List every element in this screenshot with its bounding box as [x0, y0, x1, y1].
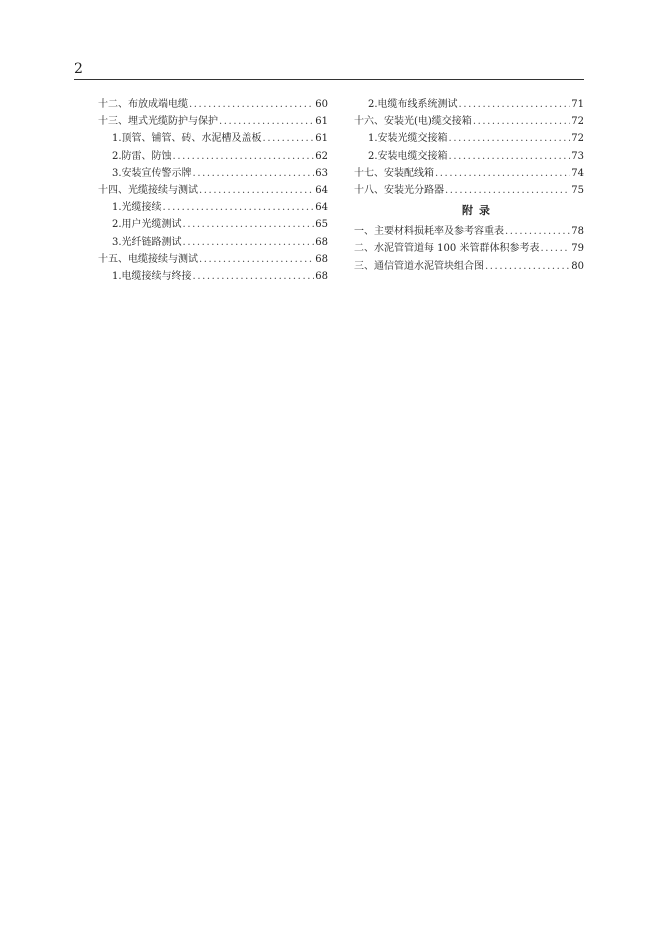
toc-entry-page: 68 — [315, 270, 328, 282]
toc-entry-title: 十六、安装光(电)缆交接箱 — [354, 116, 472, 128]
dot-leader — [219, 113, 314, 130]
dot-leader — [193, 268, 315, 285]
toc-entry — [354, 113, 584, 130]
toc-entry-title: 3.光纤链路测试 — [112, 236, 182, 248]
appendix-list — [354, 223, 584, 275]
toc-entry-page: 64 — [315, 202, 328, 214]
dot-leader — [449, 148, 571, 165]
dot-leader — [445, 182, 570, 199]
toc-entry-title: 2.安装电缆交接箱 — [368, 150, 448, 162]
toc-entry — [98, 199, 328, 216]
toc-entry — [98, 165, 328, 182]
dot-leader — [199, 182, 314, 199]
toc-entry-page: 68 — [315, 236, 328, 248]
toc-entry-page: 62 — [315, 150, 328, 162]
toc-entry — [354, 182, 584, 199]
dot-leader — [473, 113, 570, 130]
page-number: 2 — [74, 61, 83, 77]
toc-entry — [98, 130, 328, 147]
toc-entry-page: 63 — [315, 167, 328, 179]
dot-leader — [183, 234, 315, 251]
dot-leader — [193, 165, 315, 182]
toc-entry-page: 72 — [571, 133, 584, 145]
toc-entry-title: 2.防雷、防蚀 — [112, 150, 172, 162]
dot-leader — [540, 240, 570, 257]
toc-entry-title: 1.电缆接续与终接 — [112, 270, 192, 282]
header-rule — [74, 79, 584, 80]
toc-entry-title: 2.电缆布线系统测试 — [368, 99, 458, 110]
toc-entry-page: 61 — [315, 133, 328, 145]
dot-leader — [449, 130, 571, 147]
toc-entry-title: 二、水泥管管道每 100 米管群体积参考表 — [354, 243, 540, 255]
toc-entry-page: 78 — [571, 226, 584, 238]
toc-entry — [354, 258, 584, 275]
toc-entry-title: 十五、电缆接续与测试 — [98, 253, 198, 265]
toc-entry-title: 2.用户光缆测试 — [112, 219, 182, 231]
toc-entry-page: 71 — [571, 99, 584, 110]
toc-entry-page: 68 — [315, 253, 328, 265]
toc-entry-title: 十二、布放成端电缆 — [98, 99, 188, 110]
toc-entry — [98, 251, 328, 268]
toc-entry-page: 74 — [571, 167, 584, 179]
dot-leader — [189, 96, 314, 113]
appendix-heading: 附录 — [462, 204, 496, 218]
dot-leader — [263, 130, 315, 147]
dot-leader — [459, 96, 571, 113]
toc-entry — [354, 148, 584, 165]
toc-entry — [98, 234, 328, 251]
dot-leader — [163, 199, 315, 216]
toc-entry-title: 十四、光缆接续与测试 — [98, 184, 198, 196]
toc-entry — [98, 113, 328, 130]
dot-leader — [505, 223, 570, 240]
toc-right-list — [354, 96, 584, 199]
toc-entry-title: 三、通信管道水泥管块组合图 — [354, 260, 484, 272]
toc-entry-page: 65 — [315, 219, 328, 231]
toc-entry — [354, 165, 584, 182]
toc-entry — [354, 240, 584, 257]
toc-entry-page: 75 — [571, 184, 584, 196]
dot-leader — [199, 251, 314, 268]
toc-entry — [98, 268, 328, 285]
toc-entry-page: 60 — [315, 99, 328, 110]
toc-entry-page: 73 — [571, 150, 584, 162]
toc-entry-title: 十七、安装配线箱 — [354, 167, 434, 179]
toc-right-column — [354, 96, 584, 275]
toc-entry — [98, 216, 328, 233]
toc-entry-title: 1.顶管、铺管、砖、水泥槽及盖板 — [112, 133, 262, 145]
dot-leader — [183, 216, 315, 233]
toc-entry — [98, 182, 328, 199]
toc-entry-title: 一、主要材料损耗率及参考容重表 — [354, 226, 504, 238]
toc-entry-title: 1.安装光缆交接箱 — [368, 133, 448, 145]
toc-entry-title: 十三、埋式光缆防护与保护 — [98, 116, 218, 128]
dot-leader — [173, 148, 315, 165]
toc-entry-title: 十八、安装光分路器 — [354, 184, 444, 196]
toc-entry — [354, 96, 584, 113]
toc-entry — [98, 96, 328, 113]
toc-entry — [354, 223, 584, 240]
toc-entry-page: 64 — [315, 184, 328, 196]
toc-entry-page: 80 — [571, 260, 584, 272]
toc-entry-page: 61 — [315, 116, 328, 128]
toc-entry-title: 3.安装宣传警示牌 — [112, 167, 192, 179]
dot-leader — [435, 165, 570, 182]
toc-entry — [354, 130, 584, 147]
toc-entry-page: 79 — [571, 243, 584, 255]
toc-entry-page: 72 — [571, 116, 584, 128]
toc-entry-title: 1.光缆接续 — [112, 202, 162, 214]
dot-leader — [485, 258, 570, 275]
toc-left-column — [98, 96, 328, 285]
toc-entry — [98, 148, 328, 165]
